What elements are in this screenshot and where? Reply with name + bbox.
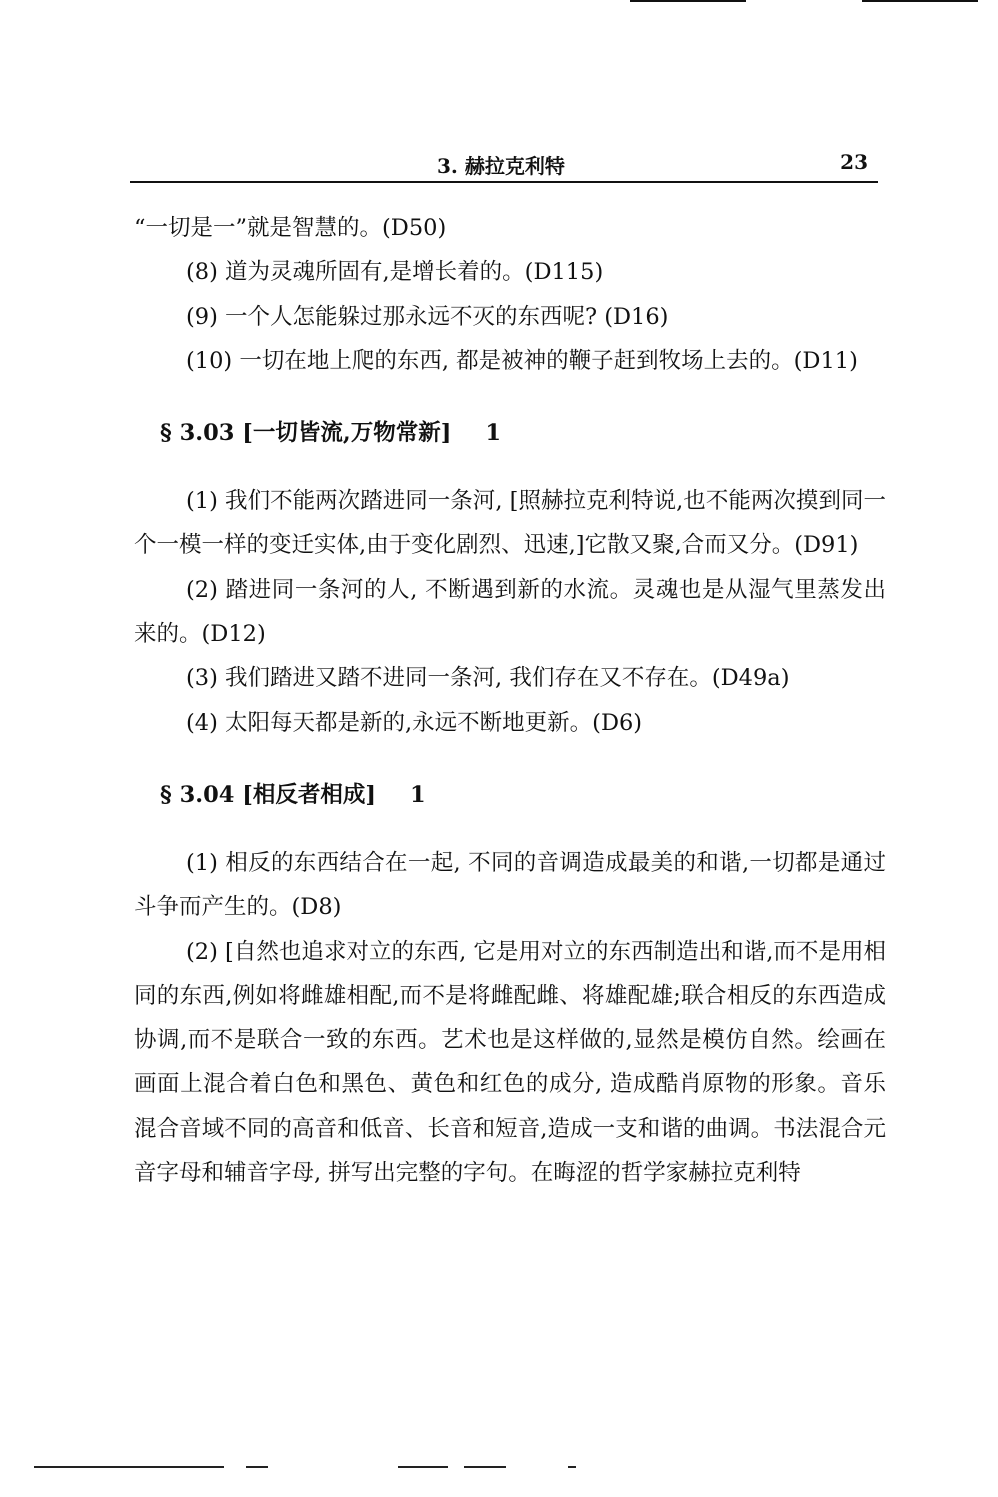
body-text: [134, 206, 886, 1195]
header-rule: [130, 181, 878, 183]
paragraph: (3) 我们踏进又踏不进同一条河, 我们存在又不存在。(D49a): [186, 665, 790, 692]
section-heading-number: 1: [410, 781, 426, 808]
paragraph: (2) [自然也追求对立的东西, 它是用对立的东西制造出和谐,而不是用相同的东西,例如将雌雄相配,而不是将雌配雌、将雄配雄;联合相反的东西造成协调,而不是联合一致的东西。艺术也是这样做的,显然是模仿自然。绘画在画面上混合着白色和黑色、黄色和红色的成分, 造成酷肖原物的形象。音乐混合音域不同的高音和低音、长音和短音,造成一支和谐的曲调。书法混合元音字母和辅音字母, 拼写出完整的字句。在晦涩的哲学家赫拉克利特: [134, 938, 886, 1187]
section-heading-label: § 3.03 [一切皆流,万物常新]: [160, 420, 452, 447]
scan-mark-top-left: [630, 0, 746, 2]
paragraph: (1) 我们不能两次踏进同一条河, [照赫拉克利特说,也不能两次摸到同一个一模一样的变迁实体,由于变化剧烈、迅速,]它散又聚,合而又分。(D91): [134, 488, 886, 559]
scan-noise-bottom: [398, 1466, 448, 1468]
section-heading-3-04: [134, 773, 886, 817]
scan-noise-bottom: [464, 1466, 506, 1468]
paragraph: (8) 道为灵魂所固有,是增长着的。(D115): [186, 259, 604, 286]
paragraph: “一切是一”就是智慧的。(D50): [134, 215, 447, 241]
scan-noise-bottom: [568, 1466, 576, 1468]
paragraph: (1) 相反的东西结合在一起, 不同的音调造成最美的和谐,一切都是通过斗争而产生的。(D8): [134, 849, 886, 921]
paragraph: (9) 一个人怎能躲过那永远不灭的东西呢? (D16): [186, 303, 669, 330]
section-heading-3-03: [134, 411, 886, 455]
scan-mark-top-right: [862, 0, 978, 2]
paragraph: (10) 一切在地上爬的东西, 都是被神的鞭子赶到牧场上去的。(D11): [186, 347, 858, 374]
running-header: [132, 150, 878, 180]
scan-noise-bottom: [34, 1466, 224, 1468]
page-number: 23: [840, 150, 868, 174]
running-title: 3. 赫拉克利特: [437, 154, 565, 178]
scan-noise-bottom: [246, 1466, 268, 1468]
paragraph: (2) 踏进同一条河的人, 不断遇到新的水流。灵魂也是从湿气里蒸发出来的。(D12): [134, 576, 886, 648]
section-heading-label: § 3.04 [相反者相成]: [160, 781, 377, 808]
section-heading-number: 1: [485, 420, 502, 447]
paragraph: (4) 太阳每天都是新的,永远不断地更新。(D6): [186, 709, 643, 736]
